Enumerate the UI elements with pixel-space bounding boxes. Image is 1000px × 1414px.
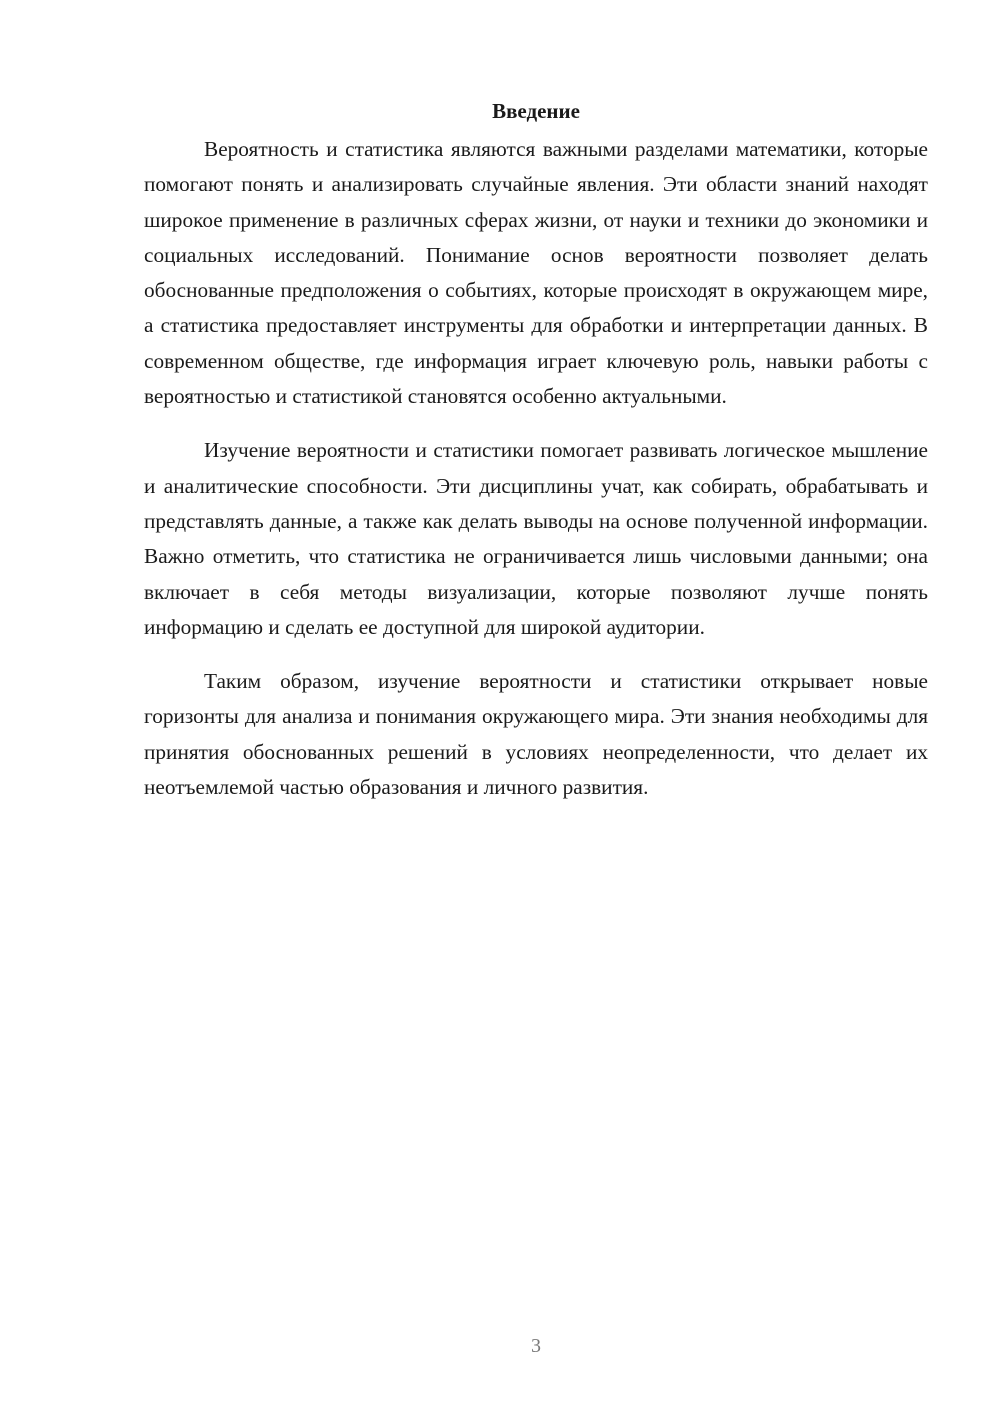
- page-number: 3: [531, 1335, 541, 1357]
- paragraph-2: Изучение вероятности и статистики помогает развивать логическое мышление и аналитические способности. Эти дисциплины учат, как собирать, обрабатывать и представлять данные, а также как делать выводы на основе полученной информации. Важно отметить, что статистика не ограничивается лишь числовыми данными; она включает в себя методы визуализации, которые позволяют лучше понять информацию и сделать ее доступной для широкой аудитории.: [144, 438, 928, 639]
- section-heading: Введение: [492, 99, 580, 123]
- page-content: [144, 94, 928, 824]
- paragraph-1: Вероятность и статистика являются важными разделами математики, которые помогают понять и анализировать случайные явления. Эти области знаний находят широкое применение в различных сферах жизни, от науки и техники до экономики и социальных исследований. Понимание основ вероятности позволяет делать обоснованные предположения о событиях, которые происходят в окружающем мире, а статистика предоставляет инструменты для обработки и интерпретации данных. В современном обществе, где информация играет ключевую роль, навыки работы с вероятностью и статистикой становятся особенно актуальными.: [144, 137, 928, 409]
- paragraph-3: Таким образом, изучение вероятности и статистики открывает новые горизонты для анализа и понимания окружающего мира. Эти знания необходимы для принятия обоснованных решений в условиях неопределенности, что делает их неотъемлемой частью образования и личного развития.: [144, 669, 928, 800]
